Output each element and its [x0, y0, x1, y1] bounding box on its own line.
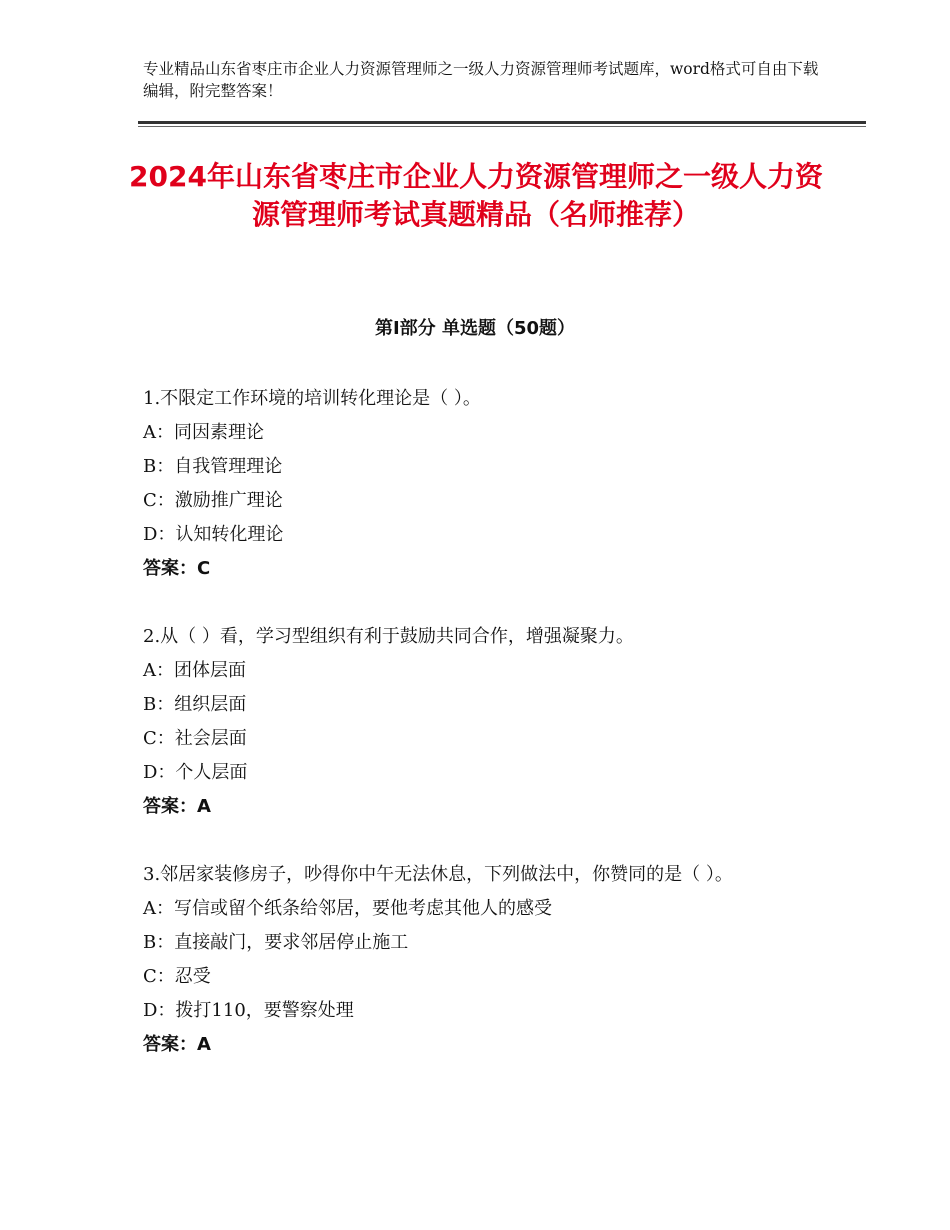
section-heading: 第Ⅰ部分 单选题（50题）: [374, 318, 575, 339]
option-c: C：社会层面: [143, 728, 247, 749]
header-divider-thick: [138, 121, 866, 124]
option-b: B：自我管理理论: [143, 456, 283, 477]
question-list: [143, 382, 823, 1096]
header-divider-thin: [138, 126, 866, 127]
answer: 答案：A: [143, 796, 211, 817]
option-a: A：写信或留个纸条给邻居，要他考虑其他人的感受: [143, 898, 552, 919]
question-3: [143, 858, 823, 1062]
option-c: C：忍受: [143, 966, 211, 987]
answer: 答案：A: [143, 1034, 211, 1055]
option-d: D：个人层面: [143, 762, 248, 783]
option-b: B：直接敲门，要求邻居停止施工: [143, 932, 409, 953]
option-d: D：拨打110，要警察处理: [143, 1000, 354, 1021]
header-note: 专业精品山东省枣庄市企业人力资源管理师之一级人力资源管理师考试题库，word格式可自由下载编辑，附完整答案！: [143, 60, 819, 100]
question-1: [143, 382, 823, 586]
question-stem: 1.不限定工作环境的培训转化理论是（ ）。: [143, 388, 481, 409]
option-d: D：认知转化理论: [143, 524, 284, 545]
option-b: B：组织层面: [143, 694, 247, 715]
option-a: A：同因素理论: [143, 422, 264, 443]
question-stem: 2.从（ ）看，学习型组织有利于鼓励共同合作，增强凝聚力。: [143, 626, 634, 647]
answer: 答案：C: [143, 558, 211, 579]
question-stem: 3.邻居家装修房子，吵得你中午无法休息，下列做法中，你赞同的是（ ）。: [143, 864, 733, 885]
question-2: [143, 620, 823, 824]
option-c: C：激励推广理论: [143, 490, 283, 511]
document-title: 2024年山东省枣庄市企业人力资源管理师之一级人力资源管理师考试真题精品（名师推荐）: [129, 160, 823, 231]
option-a: A：团体层面: [143, 660, 246, 681]
